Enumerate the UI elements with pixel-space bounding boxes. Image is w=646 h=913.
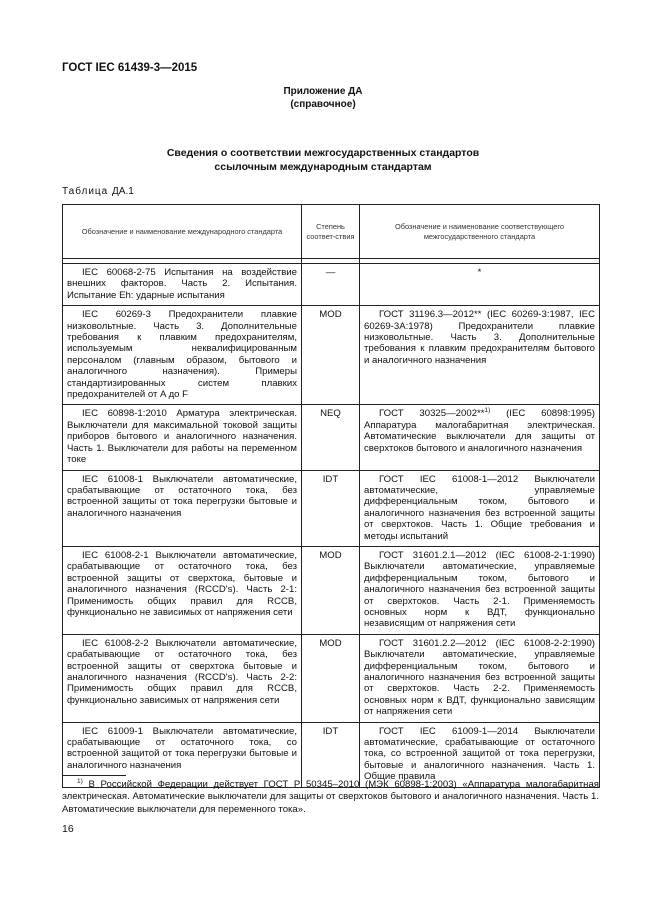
degree-cell: —	[302, 264, 360, 306]
table-row	[63, 306, 600, 405]
national-standard-cell: ГОСТ IEC 61008-1—2012 Выключатели автоматические, управляемые дифференциальным током, бытового и аналогичного назначения без встроенной защиты от сверхтоков. Часть 1. Общие требования и методы испытаний	[360, 470, 600, 546]
international-standard-cell: IEC 60898-1:2010 Арматура электрическая. Выключатели для максимальной токовой защиты приборов бытового и аналогичного назначения. Часть 1. Выключатели для работы на переменном токе	[63, 405, 302, 470]
table-row	[63, 264, 600, 306]
national-standard-code: ГОСТ 30325—2002**	[379, 408, 485, 420]
national-standard-cell: ГОСТ 31601.2.1—2012 (IEC 61008-2-1:1990) Выключатели автоматические, управляемые дифференциальным током, бытового и аналогичного назначения без встроенной защиты от сверхтоков. Часть 2-1. Применяемость основных норм к ВДТ, функционально независящим от напряжения сети	[360, 546, 600, 634]
section-heading-line2: ссылочным международным стандартам	[214, 161, 432, 173]
table-row	[63, 634, 600, 722]
international-standard-cell: IEC 61008-2-2 Выключатели автоматические, срабатывающие от остаточного тока, без встроенной защиты от сверхтока бытовые и аналогичного назначения (RCCD's). Часть 2-2: Применимость общих правил для RCCB, функционально зависимых от напряжения сети	[63, 634, 302, 722]
degree-cell: MOD	[302, 634, 360, 722]
footnote	[62, 779, 599, 816]
national-standard-cell	[360, 405, 600, 470]
page-number: 16	[62, 823, 74, 835]
degree-cell: IDT	[302, 470, 360, 546]
national-standard-cell: ГОСТ 31601.2.2—2012 (IEC 61008-2-2:1990) Выключатели автоматические, управляемые дифференциальным током, бытового и аналогичного назначения без встроенной защиты от сверхтоков. Часть 2-2. Применяемость основных норм к ВДТ, функционально зависящим от напряжения сети	[360, 634, 600, 722]
table-caption-number: ДА.1	[112, 186, 134, 197]
table-row	[63, 722, 600, 787]
section-heading-line1: Сведения о соответствии межгосударственных стандартов	[166, 147, 480, 159]
footnote-marker: 1)	[77, 777, 83, 785]
international-standard-cell: IEC 61009-1 Выключатели автоматические, срабатывающие от остаточного тока, со встроенной защитой от тока перегрузки бытовые и аналогичного назначения	[63, 722, 302, 787]
degree-cell: NEQ	[302, 405, 360, 470]
table-caption-label: Таблица	[62, 186, 109, 197]
table-row	[63, 470, 600, 546]
table-caption	[62, 186, 134, 197]
international-standard-cell: IEC 61008-2-1 Выключатели автоматические, срабатывающие от остаточного тока, без встроенной защиты от сверхтока, бытовые и аналогичного назначения (RCCD's). Часть 2-1: Применимость общих правил для RCCB, функционально не зависимых от напряжения сети	[63, 546, 302, 634]
international-standard-cell: IEC 60068-2-75 Испытания на воздействие внешних факторов. Часть 2. Испытания. Испытание Eh: ударные испытания	[63, 264, 302, 306]
degree-cell: MOD	[302, 546, 360, 634]
correspondence-table	[62, 204, 600, 788]
footnote-text: В Российской Федерации действует ГОСТ Р 50345–2010 (МЭК 60898-1:2003) «Аппаратура малогабаритная электрическая. Автоматические выключатели для защиты от сверхтоков бытового и аналогичного назначения. Часть 1. Автоматические выключатели для переменного тока».	[62, 779, 599, 815]
appendix-title: Приложение ДА	[283, 86, 363, 97]
footnote-reference: 1)	[484, 407, 491, 415]
footnote-divider	[62, 775, 126, 776]
document-code: ГОСТ IEC 61439-3—2015	[62, 62, 198, 74]
degree-cell: MOD	[302, 306, 360, 405]
international-standard-cell: IEC 60269-3 Предохранители плавкие низковольтные. Часть 3. Дополнительные требования к плавким предохранителям, используемым неквалифицированным персоналом (главным образом, бытового и аналогичного назначения). Примеры стандартизированных систем плавких предохранителей от A до F	[63, 306, 302, 405]
header-national-standard: Обозначение и наименование соответствующего межгосударственного стандарта	[360, 205, 600, 259]
international-standard-cell: IEC 61008-1 Выключатели автоматические, срабатывающие от остаточного тока, без встроенной защиты от тока перегрузки бытовые и аналогичного назначения	[63, 470, 302, 546]
national-standard-cell: ГОСТ IEC 61009-1—2014 Выключатели автоматические, срабатывающие от остаточного тока, со встроенной защитой от тока перегрузки, бытовые и аналогичного назначения. Часть 1. Общие правила	[360, 722, 600, 787]
appendix-subtitle: (справочное)	[290, 99, 356, 110]
national-standard-title: (IEC 60898:1995) Аппаратура малогабаритная электрическая. Автоматические выключатели для защиты от сверхтоков бытового и аналогичного назначения	[364, 408, 595, 454]
national-standard-cell: ГОСТ 31196.3—2012** (IEC 60269-3:1987, IEC 60269-3A:1978) Предохранители плавкие низковольтные. Часть 3. Дополнительные требования к плавким предохранителям бытового и аналогичного назначения	[360, 306, 600, 405]
header-international-standard: Обозначение и наименование международного стандарта	[63, 205, 302, 259]
header-degree-of-conformity: Степень соответ-ствия	[302, 205, 360, 259]
table-header-row	[63, 205, 600, 259]
appendix-heading	[0, 85, 646, 111]
table-row	[63, 405, 600, 470]
national-standard-cell: *	[360, 264, 600, 306]
degree-cell: IDT	[302, 722, 360, 787]
table-row	[63, 546, 600, 634]
section-heading	[0, 146, 646, 174]
